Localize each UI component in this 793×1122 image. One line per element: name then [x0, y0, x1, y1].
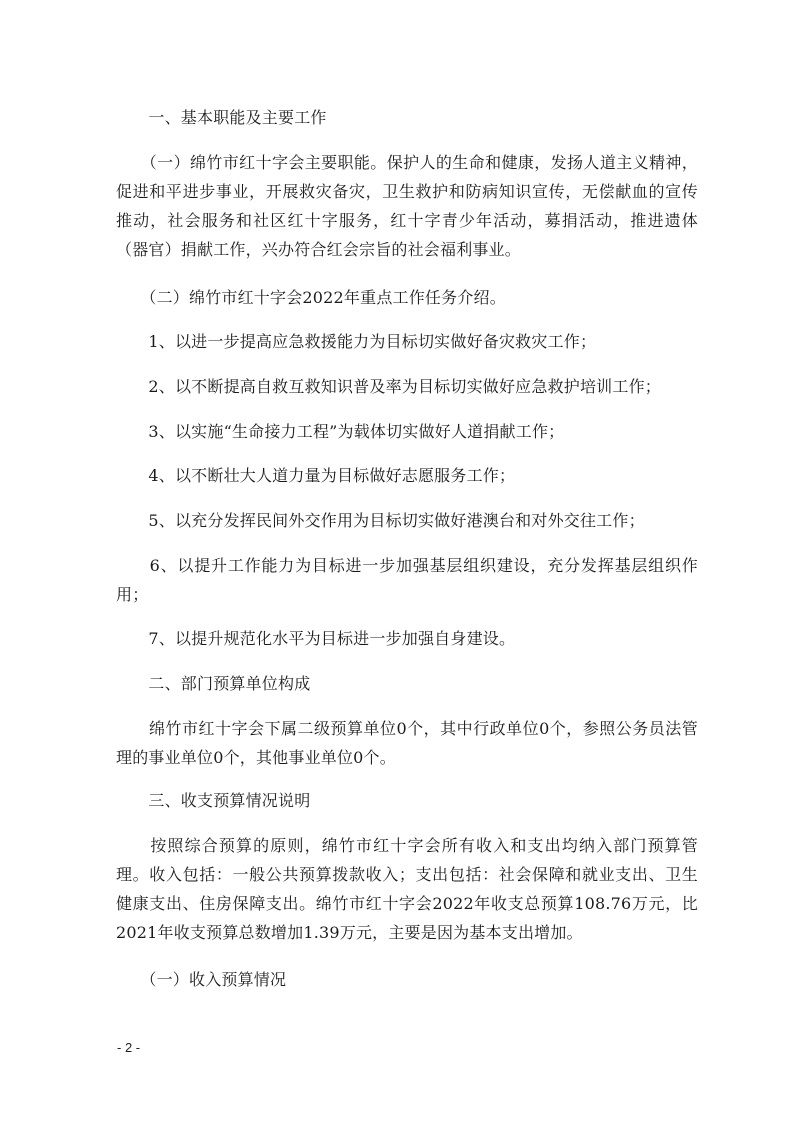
section-heading-basic-functions: 一、基本职能及主要工作: [116, 108, 327, 127]
list-item-task-4: 4、以不断壮大人道力量为目标做好志愿服务工作；: [116, 466, 516, 485]
paragraph-budget-overview: 按照综合预算的原则，绵竹市红十字会所有收入和支出均纳入部门预算管理。收入包括：一般公共预算拨款收入；支出包括：社会保障和就业支出、卫生健康支出、住房保障支出。绵竹市红十字会2022年收支总预算108.76万元，比2021年收支预算总数增加1.39万元，主要是因为基本支出增加。: [116, 836, 698, 942]
page-number: - 2 -: [117, 1040, 141, 1055]
paragraph-budget-units: 绵竹市红十字会下属二级预算单位0个，其中行政单位0个，参照公务员法管理的事业单位0个，其他事业单位0个。: [116, 719, 698, 767]
paragraph-key-tasks-intro: （二）绵竹市红十字会2022年重点工作任务介绍。: [116, 288, 506, 307]
list-item-task-2: 2、以不断提高自救互救知识普及率为目标切实做好应急救护培训工作；: [116, 377, 661, 396]
section-heading-budget-units: 二、部门预算单位构成: [116, 674, 311, 693]
list-item-task-6: 6、以提升工作能力为目标进一步加强基层组织建设，充分发挥基层组织作用；: [116, 556, 698, 604]
section-heading-budget-overview: 三、收支预算情况说明: [116, 791, 311, 810]
list-item-task-1: 1、以进一步提高应急救援能力为目标切实做好备灾救灾工作；: [116, 332, 597, 351]
section-heading-income-budget: （一）收入预算情况: [116, 970, 287, 989]
list-item-task-5: 5、以充分发挥民间外交作用为目标切实做好港澳台和对外交往工作；: [116, 511, 645, 530]
list-item-task-7: 7、以提升规范化水平为目标进一步加强自身建设。: [116, 629, 516, 648]
list-item-task-3: 3、以实施“生命接力工程”为载体切实做好人道捐献工作；: [116, 422, 565, 441]
paragraph-main-functions: （一）绵竹市红十字会主要职能。保护人的生命和健康，发扬人道主义精神，促进和平进步事业，开展救灾备灾，卫生救护和防病知识宣传，无偿献血的宣传推动，社会服务和社区红十字服务，红十字青少年活动，募捐活动，推进遗体（器官）捐献工作，兴办符合红会宗旨的社会福利事业。: [116, 153, 698, 259]
